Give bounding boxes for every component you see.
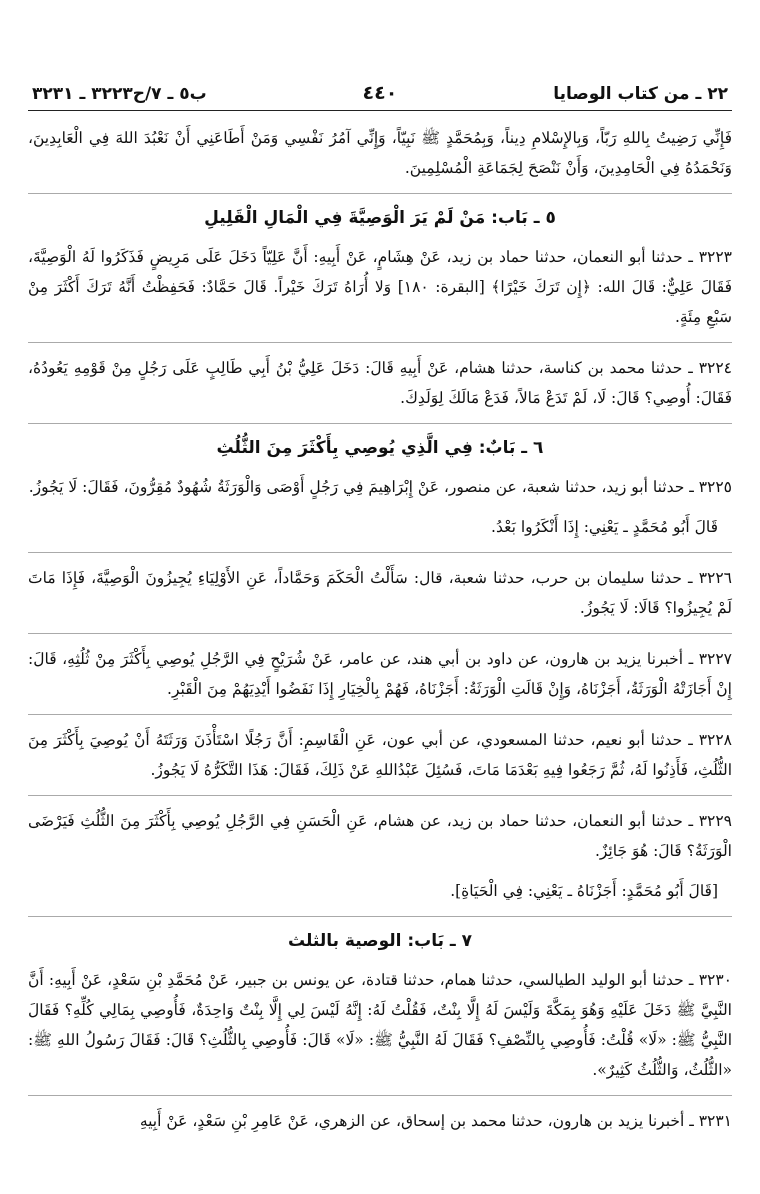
editor-note: [قَالَ أَبُو مُحَمَّدٍ: أَجَزْنَاهُ ـ يَعْنِي: فِي الْحَيَاةِ]. [450,882,718,900]
book-page [28,82,732,1146]
hadith-3230: ٣٢٣٠ ـ حدثنا أبو الوليد الطيالسي، حدثنا همام، حدثنا قتادة، عن يونس بن جبير، عَنْ مُحَمَّدِ بْنِ سَعْدٍ، عَنْ أَبِيهِ: أَنَّ النَّبِيَّ ﷺ دَخَلَ عَلَيْهِ وَهُوَ بِمَكَّةَ وَلَيْسَ لَهُ إِلَّا بِنْتٌ، فَقُلْتُ لَهُ: إِنَّهُ لَيْسَ لِي إِلَّا بِنْتٌ وَاحِدَةٌ، فَأُوصِي بِمَالِي كُلِّهِ؟ فَقَالَ النَّبِيُّ ﷺ: «لَا» قُلْتُ: فَأُوصِي بِالنِّصْفِ؟ فَقَالَ لَهُ النَّبِيُّ ﷺ: «لَا» قَالَ: فَأُوصِي بِالثُّلُثِ؟ قَالَ: فَقَالَ رَسُولُ اللهِ ﷺ: «الثُّلُثُ، وَالثُّلُثُ كَثِيرٌ». [28,971,732,1079]
hadith-3225: ٣٢٢٥ ـ حدثنا أبو زيد، حدثنا شعبة، عن منصور، عَنْ إِبْرَاهِيمَ فِي رَجُلٍ أَوْصَى وَالْوَرَثَةُ شُهُودٌ مُقِرُّونَ، فَقَالَ: لَا يَجُوزُ. [28,478,732,496]
hadith-3226: ٣٢٢٦ ـ حدثنا سليمان بن حرب، حدثنا شعبة، قال: سَأَلْتُ الْحَكَمَ وَحَمَّاداً، عَنِ الأَوْلِيَاءِ يُجِيزُونَ الْوَصِيَّةَ، فَإِذَا مَاتَ لَمْ يُجِيزُوا؟ قَالَا: لَا يَجُوزُ. [28,569,732,617]
separator [28,552,732,553]
intro-paragraph: فَإِنِّي رَضِيتُ بِاللهِ رَبّاً، وَبِالإِسْلامِ دِيناً، وَبِمُحَمَّدٍ ﷺ نَبِيّاً، وَإِنِّي آمُرُ نَفْسِي وَمَنْ أَطَاعَنِي أَنْ نَعْبُدَ اللهَ فِي الْعَابِدِينَ، وَنَحْمَدُهُ فِي الْحَامِدِينَ، وَأَنْ نَنْصَحَ لِجَمَاعَةِ الْمُسْلِمِينَ. [28,129,732,177]
editor-note: قَالَ أَبُو مُحَمَّدٍ ـ يَعْنِي: إِذَا أَنْكَرُوا بَعْدُ. [491,518,718,536]
separator [28,193,732,194]
hadith-3228: ٣٢٢٨ ـ حدثنا أبو نعيم، حدثنا المسعودي، عن أبي عون، عَنِ الْقَاسِمِ: أَنَّ رَجُلًا اسْتَأْذَنَ وَرَثَتَهُ أَنْ يُوصِيَ بِأَكْثَرَ مِنَ الثُّلُثِ، فَأَذِنُوا لَهُ، ثُمَّ رَجَعُوا فِيهِ بَعْدَمَا مَاتَ، فَسُئِلَ عَبْدُاللهِ عَنْ ذَلِكَ، فَقَالَ: هَذَا التَّكَرُّهُ لَا يَجُوزُ. [28,731,732,779]
separator [28,916,732,917]
section-heading: ٥ ـ بَاب: مَنْ لَمْ يَرَ الْوَصِيَّةَ فِي الْمَالِ الْقَلِيلِ [204,208,556,228]
separator [28,1095,732,1096]
hadith-3231: ٣٢٣١ ـ أخبرنا يزيد بن هارون، حدثنا محمد بن إسحاق، عن الزهري، عَنْ عَامِرِ بْنِ سَعْدٍ، عَنْ أَبِيهِ [139,1112,732,1130]
hadith-3224: ٣٢٢٤ ـ حدثنا محمد بن كناسة، حدثنا هشام، عَنْ أَبِيهِ قَالَ: دَخَلَ عَلِيُّ بْنُ أَبِي طَالِبٍ عَلَى رَجُلٍ مِنْ قَوْمِهِ يَعُودُهُ، فَقَالَ: أُوصِي؟ قَالَ: لَا، لَمْ تَدَعْ مَالاً، فَدَعْ مَالَكَ لِوَلَدِكَ. [28,359,732,407]
hadith-3223: ٣٢٢٣ ـ حدثنا أبو النعمان، حدثنا حماد بن زيد، عَنْ هِشَامٍ، عَنْ أَبِيهِ: أَنَّ عَلِيّاً دَخَلَ عَلَى مَرِيضٍ فَذَكَرُوا لَهُ الْوَصِيَّةَ، فَقَالَ عَلِيٌّ: قَالَ الله: ﴿إِن تَرَكَ خَيْرًا﴾ [البقرة: ١٨٠] وَلا أُرَاهُ تَرَكَ خَيْراً. قَالَ حَمَّادٌ: فَحَفِظْتُ أَنَّهُ تَرَكَ أَكْثَرَ مِنْ سَبْعِ مِئَةٍ. [28,248,732,326]
page-number: ٤٤٠ [362,82,398,104]
section-heading: ٦ ـ بَابٌ: فِي الَّذِي يُوصِي بِأَكْثَرَ مِنَ الثُّلُثِ [216,438,544,458]
running-header [28,82,732,110]
separator [28,423,732,424]
chapter-title: ٢٢ ـ من كتاب الوصايا [553,84,728,104]
hadith-3229: ٣٢٢٩ ـ حدثنا أبو النعمان، حدثنا حماد بن زيد، عن هشام، عَنِ الْحَسَنِ فِي الرَّجُلِ يُوصِي بِأَكْثَرَ مِنَ الثُّلُثِ فَيَرْضَى الْوَرَثَةُ؟ قَالَ: هُوَ جَائِزٌ. [28,812,732,860]
reference-range: ب٥ ـ ٧/ح٣٢٢٣ ـ ٣٢٣١ [32,84,207,104]
section-heading: ٧ ـ بَاب: الوصية بالثلث [287,931,473,951]
header-rule [28,110,732,111]
hadith-3227: ٣٢٢٧ ـ أخبرنا يزيد بن هارون، عن داود بن أبي هند، عن عامر، عَنْ شُرَيْحٍ فِي الرَّجُلِ يُوصِي بِأَكْثَرَ مِنْ ثُلُثِهِ، قَالَ: إِنْ أَجَازَتْهُ الْوَرَثَةُ، أَجَزْنَاهُ، وَإِنْ قَالَتِ الْوَرَثَةُ: أَجَزْنَاهُ، فَهُمْ بِالْخِيَارِ إِذَا نَفَضُوا أَيْدِيَهُمْ مِنَ الْقَبْرِ. [28,650,732,698]
separator [28,795,732,796]
separator [28,714,732,715]
separator [28,342,732,343]
separator [28,633,732,634]
